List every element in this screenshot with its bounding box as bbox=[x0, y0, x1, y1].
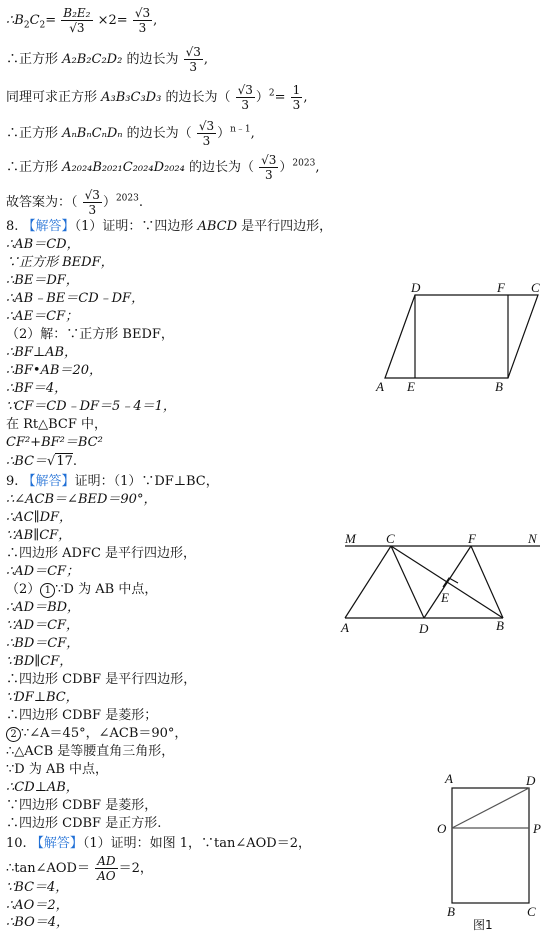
fraction: $\frac{AD}{AO}$ bbox=[97, 854, 116, 883]
segment-od bbox=[452, 788, 529, 828]
label-p: P bbox=[533, 821, 541, 836]
label-n: N bbox=[528, 531, 537, 546]
label-f: F bbox=[468, 531, 476, 546]
q8-line: ∵正方形 BEDF， bbox=[6, 255, 114, 270]
q9-line: ∵D 为 AB 中点， bbox=[6, 762, 109, 777]
answer-tag[interactable]: 【解答】 bbox=[30, 836, 83, 851]
rectangle-abcd bbox=[452, 788, 529, 903]
q9-line: ∴△ACB 是等腰直角三角形， bbox=[6, 744, 175, 759]
fraction: $\frac{√3}{3}$ bbox=[198, 119, 215, 148]
q8-line: ∴BF⊥AB， bbox=[6, 345, 78, 360]
label-c: C bbox=[527, 904, 536, 919]
q8-line: 在 Rt△BCF 中， bbox=[6, 417, 108, 432]
q9-line: 2 ∵∠A＝45°，∠ACB＝90°， bbox=[6, 726, 187, 742]
figure-parallelogram bbox=[370, 278, 550, 398]
q8-line: （2）解：∵正方形 BEDF， bbox=[6, 327, 174, 342]
label-a: A bbox=[445, 771, 453, 786]
q8-line: CF²+BF²＝BC² bbox=[6, 435, 103, 450]
circled-number: 1 bbox=[40, 583, 55, 598]
q9-line: ∵AD＝CF， bbox=[6, 618, 80, 633]
label-c: C bbox=[386, 531, 395, 546]
q8-line: ∴BF＝4， bbox=[6, 381, 68, 396]
q9-line: ∴CD⊥AB， bbox=[6, 780, 79, 795]
line-square-an: ∴正方形 AₙBₙCₙDₙ 的边长为（ $\frac{√3}{3}$ ）$^{n﹣1}$, bbox=[6, 119, 255, 148]
q9-line: ∴AD＝CF； bbox=[6, 564, 80, 579]
answer-tag[interactable]: 【解答】 bbox=[22, 474, 75, 489]
q8-line: ∴BF•AB＝20， bbox=[6, 363, 102, 378]
label-o: O bbox=[437, 821, 447, 836]
q10-line: ∴tan∠AOD＝ $\frac{AD}{AO}$ ＝2， bbox=[6, 854, 153, 883]
q9-heading: 9. 【解答】证明：（1）∵DF⊥BC， bbox=[6, 474, 219, 489]
label-f: F bbox=[497, 280, 505, 295]
q10-line: ∴AO＝2， bbox=[6, 898, 69, 913]
label-b: B bbox=[447, 904, 455, 919]
circled-number: 2 bbox=[6, 727, 21, 742]
q9-line: ∴∠ACB＝∠BED＝90°， bbox=[6, 492, 157, 507]
segment-fd bbox=[424, 546, 471, 618]
q8-line: ∴BC＝√17. bbox=[6, 454, 77, 469]
label-b: B bbox=[495, 379, 503, 394]
q9-line: ∴四边形 ADFC 是平行四边形， bbox=[6, 546, 197, 561]
q8-heading: 8. 【解答】（1）证明：∵四边形 ABCD 是平行四边形， bbox=[6, 219, 333, 234]
label-a: A bbox=[376, 379, 384, 394]
label-c: C bbox=[531, 280, 540, 295]
fraction: $\frac{\text{B₂E₂}}{√3}$ bbox=[63, 6, 91, 35]
fraction: $\frac{√3}{3}$ bbox=[237, 83, 253, 112]
fraction: $\frac{√3}{3}$ bbox=[261, 153, 277, 182]
parallelogram-abcd bbox=[385, 295, 538, 378]
q9-line: ∵BD∥CF， bbox=[6, 654, 73, 669]
q9-line: ∴四边形 CDBF 是平行四边形， bbox=[6, 672, 197, 687]
label-d: D bbox=[411, 280, 421, 295]
label-a: A bbox=[341, 620, 349, 635]
fraction: $\frac{√3}{3}$ bbox=[84, 188, 100, 217]
fraction: $\frac{√3}{3}$ bbox=[134, 6, 151, 35]
label-e: E bbox=[441, 590, 449, 605]
fraction: $\frac{√3}{3}$ bbox=[185, 45, 201, 74]
figure-triangle bbox=[335, 530, 550, 638]
q9-line: ∴四边形 CDBF 是菱形； bbox=[6, 708, 158, 723]
q10-heading: 10. 【解答】（1）证明：如图 1，∵tan∠AOD＝2， bbox=[6, 836, 311, 851]
q9-line: ∵四边形 CDBF 是菱形， bbox=[6, 798, 158, 813]
answer-tag[interactable]: 【解答】 bbox=[22, 219, 75, 234]
line-answer: 故答案为：（ $\frac{√3}{3}$ ）$^{2023}$. bbox=[6, 188, 143, 217]
fraction: $\frac{1}{3}$ bbox=[292, 83, 301, 112]
q9-line: ∴四边形 CDBF 是正方形. bbox=[6, 816, 162, 831]
q9-line: ∵DF⊥BC， bbox=[6, 690, 79, 705]
q9-line: ∴BD＝CF， bbox=[6, 636, 80, 651]
label-d: D bbox=[526, 773, 536, 788]
figure-caption: 图1 bbox=[473, 918, 493, 932]
q10-line: ∵BC＝4， bbox=[6, 880, 69, 895]
q8-line: ∴BE＝DF， bbox=[6, 273, 79, 288]
line-square-a3: 同理可求正方形 A₃B₃C₃D₃ 的边长为（ $\frac{√3}{3}$ ）$^2$= $\frac{1}{3}$ , bbox=[6, 83, 308, 112]
label-m: M bbox=[345, 531, 356, 546]
line-square-a2: ∴正方形 A₂B₂C₂D₂ 的边长为 $\frac{√3}{3}$ , bbox=[6, 45, 209, 74]
line-square-2024: ∴正方形 A₂₀₂₄B₂₀₂₁C₂₀₂₄D₂₀₂₄ 的边长为（ $\frac{√3}{3}$ ）$^{2023}$, bbox=[6, 153, 320, 182]
figure-rectangle bbox=[433, 770, 551, 933]
segment-ca bbox=[345, 546, 391, 618]
line-b2c2: $\therefore B_2C_2=$ $\frac{\text{B₂E₂}}{√3}$ ×2= $\frac{√3}{3}$ , bbox=[6, 6, 158, 35]
q8-line: ∵CF＝CD﹣DF＝5﹣4＝1， bbox=[6, 399, 176, 414]
q9-line: ∵AB∥CF， bbox=[6, 528, 72, 543]
q8-line: ∴AB﹣BE＝CD﹣DF， bbox=[6, 291, 145, 306]
label-e: E bbox=[407, 379, 415, 394]
q10-line: ∴BO＝4， bbox=[6, 915, 69, 930]
q8-line: ∴AE＝CF； bbox=[6, 309, 79, 324]
q8-line: ∴AB＝CD， bbox=[6, 237, 80, 252]
label-b: B bbox=[496, 618, 504, 633]
label-d: D bbox=[419, 621, 429, 636]
q9-line: ∴AD＝BD， bbox=[6, 600, 81, 615]
q9-line: ∴AC∥DF， bbox=[6, 510, 73, 525]
q9-line: （2） 1 ∵D 为 AB 中点， bbox=[6, 582, 158, 597]
